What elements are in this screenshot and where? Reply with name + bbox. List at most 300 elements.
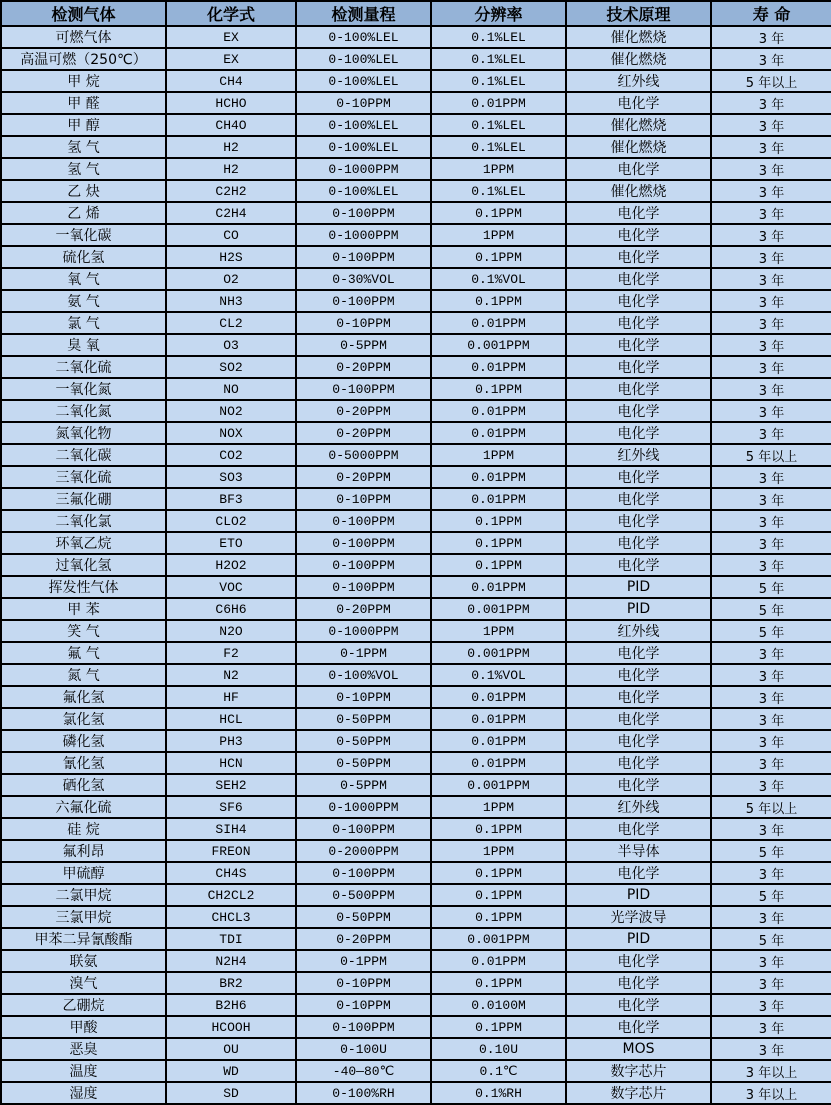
cell-principle: PID: [566, 576, 711, 598]
table-row: [1, 246, 831, 268]
cell-gas: 乙硼烷: [1, 994, 166, 1016]
cell-gas: 氯 气: [1, 312, 166, 334]
cell-gas: 甲苯二异氰酸酯: [1, 928, 166, 950]
table-row: [1, 400, 831, 422]
cell-lifespan: 3 年: [711, 686, 831, 708]
cell-lifespan: 3 年: [711, 180, 831, 202]
cell-gas: 笑 气: [1, 620, 166, 642]
table-row: [1, 576, 831, 598]
cell-principle: 电化学: [566, 774, 711, 796]
table-row: [1, 730, 831, 752]
cell-formula: CH4O: [166, 114, 296, 136]
cell-gas: 氧 气: [1, 268, 166, 290]
cell-formula: H2O2: [166, 554, 296, 576]
table-row: [1, 664, 831, 686]
table-row: [1, 26, 831, 48]
cell-lifespan: 3 年: [711, 136, 831, 158]
cell-resolution: 0.1PPM: [431, 246, 566, 268]
cell-lifespan: 3 年: [711, 664, 831, 686]
cell-lifespan: 3 年: [711, 26, 831, 48]
cell-lifespan: 3 年: [711, 158, 831, 180]
cell-gas: 湿度: [1, 1082, 166, 1104]
cell-range: 0-100%LEL: [296, 70, 431, 92]
cell-lifespan: 3 年: [711, 532, 831, 554]
cell-principle: 电化学: [566, 994, 711, 1016]
cell-principle: 电化学: [566, 642, 711, 664]
cell-range: 0-20PPM: [296, 356, 431, 378]
table-row: [1, 224, 831, 246]
cell-range: 0-50PPM: [296, 752, 431, 774]
cell-range: 0-10PPM: [296, 488, 431, 510]
cell-principle: 催化燃烧: [566, 180, 711, 202]
table-row: [1, 708, 831, 730]
cell-range: 0-1000PPM: [296, 620, 431, 642]
cell-range: 0-10PPM: [296, 972, 431, 994]
cell-formula: CL2: [166, 312, 296, 334]
cell-resolution: 0.01PPM: [431, 686, 566, 708]
cell-principle: 电化学: [566, 532, 711, 554]
table-row: [1, 290, 831, 312]
cell-lifespan: 3 年: [711, 818, 831, 840]
cell-resolution: 0.01PPM: [431, 400, 566, 422]
cell-principle: 电化学: [566, 378, 711, 400]
cell-formula: FREON: [166, 840, 296, 862]
cell-range: 0-100PPM: [296, 202, 431, 224]
table-row: [1, 862, 831, 884]
table-row: [1, 642, 831, 664]
cell-formula: PH3: [166, 730, 296, 752]
cell-principle: 催化燃烧: [566, 136, 711, 158]
cell-formula: SO3: [166, 466, 296, 488]
cell-range: 0-100PPM: [296, 510, 431, 532]
cell-lifespan: 3 年: [711, 642, 831, 664]
cell-range: 0-20PPM: [296, 928, 431, 950]
cell-resolution: 1PPM: [431, 620, 566, 642]
cell-formula: CH2CL2: [166, 884, 296, 906]
cell-range: 0-20PPM: [296, 466, 431, 488]
cell-gas: 甲硫醇: [1, 862, 166, 884]
header-formula: 化学式: [166, 1, 296, 26]
cell-resolution: 0.01PPM: [431, 466, 566, 488]
cell-gas: 二氧化氮: [1, 400, 166, 422]
cell-principle: 电化学: [566, 752, 711, 774]
table-row: [1, 1016, 831, 1038]
header-row: [1, 1, 831, 26]
cell-gas: 六氟化硫: [1, 796, 166, 818]
cell-range: 0-100U: [296, 1038, 431, 1060]
cell-lifespan: 3 年: [711, 708, 831, 730]
cell-resolution: 0.1℃: [431, 1060, 566, 1082]
cell-principle: 电化学: [566, 510, 711, 532]
table-row: [1, 48, 831, 70]
cell-lifespan: 3 年: [711, 488, 831, 510]
cell-resolution: 0.1PPM: [431, 202, 566, 224]
cell-range: 0-5PPM: [296, 334, 431, 356]
table-row: [1, 312, 831, 334]
table-row: [1, 818, 831, 840]
table-row: [1, 466, 831, 488]
cell-range: 0-100%LEL: [296, 180, 431, 202]
cell-range: 0-100%LEL: [296, 26, 431, 48]
cell-range: 0-100PPM: [296, 532, 431, 554]
cell-gas: 臭 氧: [1, 334, 166, 356]
cell-gas: 二氯甲烷: [1, 884, 166, 906]
cell-formula: HCL: [166, 708, 296, 730]
table-header: [1, 1, 831, 26]
cell-lifespan: 3 年: [711, 862, 831, 884]
cell-formula: SD: [166, 1082, 296, 1104]
cell-lifespan: 3 年: [711, 752, 831, 774]
table-row: [1, 1038, 831, 1060]
cell-formula: CHCL3: [166, 906, 296, 928]
cell-resolution: 0.1PPM: [431, 510, 566, 532]
cell-range: 0-100%LEL: [296, 114, 431, 136]
cell-resolution: 1PPM: [431, 796, 566, 818]
cell-range: 0-10PPM: [296, 312, 431, 334]
cell-resolution: 0.0100M: [431, 994, 566, 1016]
cell-gas: 二氧化碳: [1, 444, 166, 466]
cell-resolution: 0.1%LEL: [431, 180, 566, 202]
cell-gas: 三氧化硫: [1, 466, 166, 488]
cell-formula: F2: [166, 642, 296, 664]
cell-formula: NO: [166, 378, 296, 400]
cell-resolution: 0.1%LEL: [431, 114, 566, 136]
cell-resolution: 0.1PPM: [431, 290, 566, 312]
cell-formula: C6H6: [166, 598, 296, 620]
table-row: [1, 620, 831, 642]
cell-gas: 溴气: [1, 972, 166, 994]
cell-range: 0-100PPM: [296, 246, 431, 268]
cell-principle: 电化学: [566, 862, 711, 884]
cell-gas: 氟化氢: [1, 686, 166, 708]
cell-lifespan: 5 年以上: [711, 70, 831, 92]
cell-gas: 甲 苯: [1, 598, 166, 620]
cell-range: 0-20PPM: [296, 422, 431, 444]
cell-resolution: 1PPM: [431, 444, 566, 466]
cell-principle: 催化燃烧: [566, 48, 711, 70]
cell-principle: 电化学: [566, 686, 711, 708]
cell-lifespan: 3 年: [711, 972, 831, 994]
cell-resolution: 0.1%VOL: [431, 664, 566, 686]
cell-formula: H2S: [166, 246, 296, 268]
cell-lifespan: 5 年: [711, 620, 831, 642]
cell-resolution: 0.001PPM: [431, 774, 566, 796]
cell-gas: 氰化氢: [1, 752, 166, 774]
cell-formula: CH4S: [166, 862, 296, 884]
cell-principle: 电化学: [566, 268, 711, 290]
cell-lifespan: 3 年: [711, 114, 831, 136]
cell-range: 0-100PPM: [296, 862, 431, 884]
cell-lifespan: 3 年: [711, 202, 831, 224]
cell-lifespan: 3 年: [711, 422, 831, 444]
cell-gas: 氢 气: [1, 136, 166, 158]
table-row: [1, 532, 831, 554]
cell-gas: 氢 气: [1, 158, 166, 180]
cell-lifespan: 3 年: [711, 994, 831, 1016]
cell-principle: 红外线: [566, 796, 711, 818]
cell-range: 0-1000PPM: [296, 224, 431, 246]
cell-formula: C2H4: [166, 202, 296, 224]
cell-range: 0-10PPM: [296, 686, 431, 708]
cell-range: -40—80℃: [296, 1060, 431, 1082]
cell-principle: 电化学: [566, 730, 711, 752]
cell-resolution: 0.01PPM: [431, 752, 566, 774]
table-row: [1, 796, 831, 818]
cell-range: 0-5000PPM: [296, 444, 431, 466]
cell-formula: HCN: [166, 752, 296, 774]
table-row: [1, 136, 831, 158]
cell-gas: 氮 气: [1, 664, 166, 686]
cell-lifespan: 3 年: [711, 950, 831, 972]
cell-range: 0-100%RH: [296, 1082, 431, 1104]
cell-resolution: 0.1PPM: [431, 862, 566, 884]
table-row: [1, 180, 831, 202]
cell-lifespan: 5 年: [711, 840, 831, 862]
cell-principle: 电化学: [566, 400, 711, 422]
cell-lifespan: 3 年: [711, 92, 831, 114]
table-row: [1, 378, 831, 400]
cell-principle: 电化学: [566, 422, 711, 444]
cell-gas: 温度: [1, 1060, 166, 1082]
cell-formula: NOX: [166, 422, 296, 444]
table-row: [1, 268, 831, 290]
cell-formula: H2: [166, 158, 296, 180]
cell-resolution: 0.1%LEL: [431, 48, 566, 70]
cell-lifespan: 3 年: [711, 730, 831, 752]
cell-range: 0-500PPM: [296, 884, 431, 906]
cell-range: 0-10PPM: [296, 994, 431, 1016]
table-row: [1, 92, 831, 114]
cell-lifespan: 3 年: [711, 224, 831, 246]
cell-formula: CLO2: [166, 510, 296, 532]
cell-range: 0-100%LEL: [296, 136, 431, 158]
cell-resolution: 0.1%LEL: [431, 26, 566, 48]
cell-range: 0-100PPM: [296, 378, 431, 400]
cell-principle: 电化学: [566, 488, 711, 510]
cell-formula: VOC: [166, 576, 296, 598]
cell-principle: 电化学: [566, 158, 711, 180]
cell-resolution: 1PPM: [431, 840, 566, 862]
cell-lifespan: 3 年以上: [711, 1060, 831, 1082]
cell-resolution: 0.1PPM: [431, 1016, 566, 1038]
cell-resolution: 0.01PPM: [431, 312, 566, 334]
cell-range: 0-100%VOL: [296, 664, 431, 686]
cell-gas: 三氟化硼: [1, 488, 166, 510]
cell-principle: 电化学: [566, 554, 711, 576]
cell-formula: WD: [166, 1060, 296, 1082]
cell-gas: 氨 气: [1, 290, 166, 312]
table-row: [1, 356, 831, 378]
cell-lifespan: 3 年: [711, 1038, 831, 1060]
cell-gas: 二氧化硫: [1, 356, 166, 378]
cell-resolution: 0.01PPM: [431, 730, 566, 752]
header-gas: 检测气体: [1, 1, 166, 26]
cell-principle: 电化学: [566, 92, 711, 114]
table-row: [1, 1060, 831, 1082]
table-row: [1, 488, 831, 510]
cell-principle: 电化学: [566, 356, 711, 378]
cell-principle: 电化学: [566, 290, 711, 312]
cell-resolution: 0.10U: [431, 1038, 566, 1060]
header-range: 检测量程: [296, 1, 431, 26]
cell-lifespan: 3 年: [711, 554, 831, 576]
cell-formula: SEH2: [166, 774, 296, 796]
cell-range: 0-100PPM: [296, 1016, 431, 1038]
cell-lifespan: 3 年: [711, 774, 831, 796]
table-row: [1, 202, 831, 224]
cell-range: 0-10PPM: [296, 92, 431, 114]
table-row: [1, 840, 831, 862]
cell-gas: 氯化氢: [1, 708, 166, 730]
cell-gas: 硒化氢: [1, 774, 166, 796]
table-row: [1, 158, 831, 180]
cell-lifespan: 5 年以上: [711, 796, 831, 818]
cell-gas: 甲 烷: [1, 70, 166, 92]
table-row: [1, 1082, 831, 1104]
cell-gas: 一氧化碳: [1, 224, 166, 246]
cell-principle: 电化学: [566, 950, 711, 972]
cell-lifespan: 3 年: [711, 906, 831, 928]
cell-lifespan: 3 年: [711, 334, 831, 356]
cell-gas: 氟利昂: [1, 840, 166, 862]
cell-range: 0-20PPM: [296, 598, 431, 620]
table-row: [1, 972, 831, 994]
cell-resolution: 0.1PPM: [431, 906, 566, 928]
header-resolution: 分辨率: [431, 1, 566, 26]
cell-gas: 磷化氢: [1, 730, 166, 752]
table-row: [1, 884, 831, 906]
cell-lifespan: 3 年: [711, 290, 831, 312]
cell-principle: 电化学: [566, 246, 711, 268]
table-row: [1, 994, 831, 1016]
cell-range: 0-30%VOL: [296, 268, 431, 290]
cell-gas: 一氧化氮: [1, 378, 166, 400]
cell-principle: 电化学: [566, 312, 711, 334]
cell-gas: 甲 醛: [1, 92, 166, 114]
cell-resolution: 0.001PPM: [431, 598, 566, 620]
cell-resolution: 0.01PPM: [431, 708, 566, 730]
cell-gas: 可燃气体: [1, 26, 166, 48]
header-lifespan: 寿 命: [711, 1, 831, 26]
cell-lifespan: 3 年: [711, 510, 831, 532]
cell-formula: N2: [166, 664, 296, 686]
cell-lifespan: 3 年: [711, 378, 831, 400]
cell-principle: 光学波导: [566, 906, 711, 928]
cell-resolution: 1PPM: [431, 224, 566, 246]
cell-formula: B2H6: [166, 994, 296, 1016]
cell-formula: OU: [166, 1038, 296, 1060]
table-row: [1, 554, 831, 576]
cell-range: 0-100PPM: [296, 576, 431, 598]
cell-principle: PID: [566, 884, 711, 906]
cell-gas: 三氯甲烷: [1, 906, 166, 928]
cell-formula: HF: [166, 686, 296, 708]
cell-gas: 环氧乙烷: [1, 532, 166, 554]
cell-gas: 氮氧化物: [1, 422, 166, 444]
cell-resolution: 1PPM: [431, 158, 566, 180]
cell-formula: CO2: [166, 444, 296, 466]
table-row: [1, 950, 831, 972]
cell-resolution: 0.1PPM: [431, 818, 566, 840]
cell-lifespan: 3 年: [711, 1016, 831, 1038]
cell-formula: N2H4: [166, 950, 296, 972]
cell-gas: 甲 醇: [1, 114, 166, 136]
cell-principle: 电化学: [566, 466, 711, 488]
cell-lifespan: 5 年: [711, 576, 831, 598]
cell-resolution: 0.1%LEL: [431, 70, 566, 92]
cell-formula: CO: [166, 224, 296, 246]
cell-lifespan: 3 年: [711, 48, 831, 70]
cell-resolution: 0.001PPM: [431, 642, 566, 664]
cell-principle: 电化学: [566, 708, 711, 730]
cell-gas: 乙 烯: [1, 202, 166, 224]
cell-principle: 半导体: [566, 840, 711, 862]
cell-range: 0-20PPM: [296, 400, 431, 422]
cell-resolution: 0.001PPM: [431, 928, 566, 950]
cell-resolution: 0.1%VOL: [431, 268, 566, 290]
cell-range: 0-1000PPM: [296, 158, 431, 180]
cell-gas: 硫化氢: [1, 246, 166, 268]
cell-resolution: 0.01PPM: [431, 92, 566, 114]
cell-lifespan: 3 年: [711, 356, 831, 378]
cell-range: 0-50PPM: [296, 708, 431, 730]
cell-resolution: 0.1%RH: [431, 1082, 566, 1104]
table-row: [1, 444, 831, 466]
cell-formula: SO2: [166, 356, 296, 378]
cell-range: 0-100PPM: [296, 554, 431, 576]
table-row: [1, 928, 831, 950]
table-row: [1, 114, 831, 136]
cell-resolution: 0.01PPM: [431, 356, 566, 378]
cell-lifespan: 5 年: [711, 884, 831, 906]
cell-principle: PID: [566, 928, 711, 950]
cell-resolution: 0.1PPM: [431, 884, 566, 906]
cell-principle: 数字芯片: [566, 1082, 711, 1104]
cell-range: 0-1000PPM: [296, 796, 431, 818]
cell-resolution: 0.01PPM: [431, 488, 566, 510]
cell-gas: 氟 气: [1, 642, 166, 664]
cell-resolution: 0.1PPM: [431, 554, 566, 576]
cell-resolution: 0.1PPM: [431, 972, 566, 994]
cell-formula: N2O: [166, 620, 296, 642]
cell-principle: 数字芯片: [566, 1060, 711, 1082]
table-row: [1, 906, 831, 928]
cell-formula: O3: [166, 334, 296, 356]
cell-formula: NO2: [166, 400, 296, 422]
cell-formula: EX: [166, 48, 296, 70]
table-row: [1, 752, 831, 774]
cell-formula: SIH4: [166, 818, 296, 840]
table-row: [1, 686, 831, 708]
cell-principle: 电化学: [566, 224, 711, 246]
cell-resolution: 0.1PPM: [431, 378, 566, 400]
cell-formula: HCHO: [166, 92, 296, 114]
cell-range: 0-1PPM: [296, 950, 431, 972]
cell-range: 0-100PPM: [296, 290, 431, 312]
table-row: [1, 598, 831, 620]
cell-principle: MOS: [566, 1038, 711, 1060]
cell-principle: 电化学: [566, 202, 711, 224]
cell-principle: 电化学: [566, 664, 711, 686]
cell-resolution: 0.01PPM: [431, 576, 566, 598]
table-row: [1, 70, 831, 92]
table-row: [1, 422, 831, 444]
cell-resolution: 0.1%LEL: [431, 136, 566, 158]
cell-principle: PID: [566, 598, 711, 620]
header-principle: 技术原理: [566, 1, 711, 26]
cell-gas: 联氨: [1, 950, 166, 972]
cell-lifespan: 3 年以上: [711, 1082, 831, 1104]
